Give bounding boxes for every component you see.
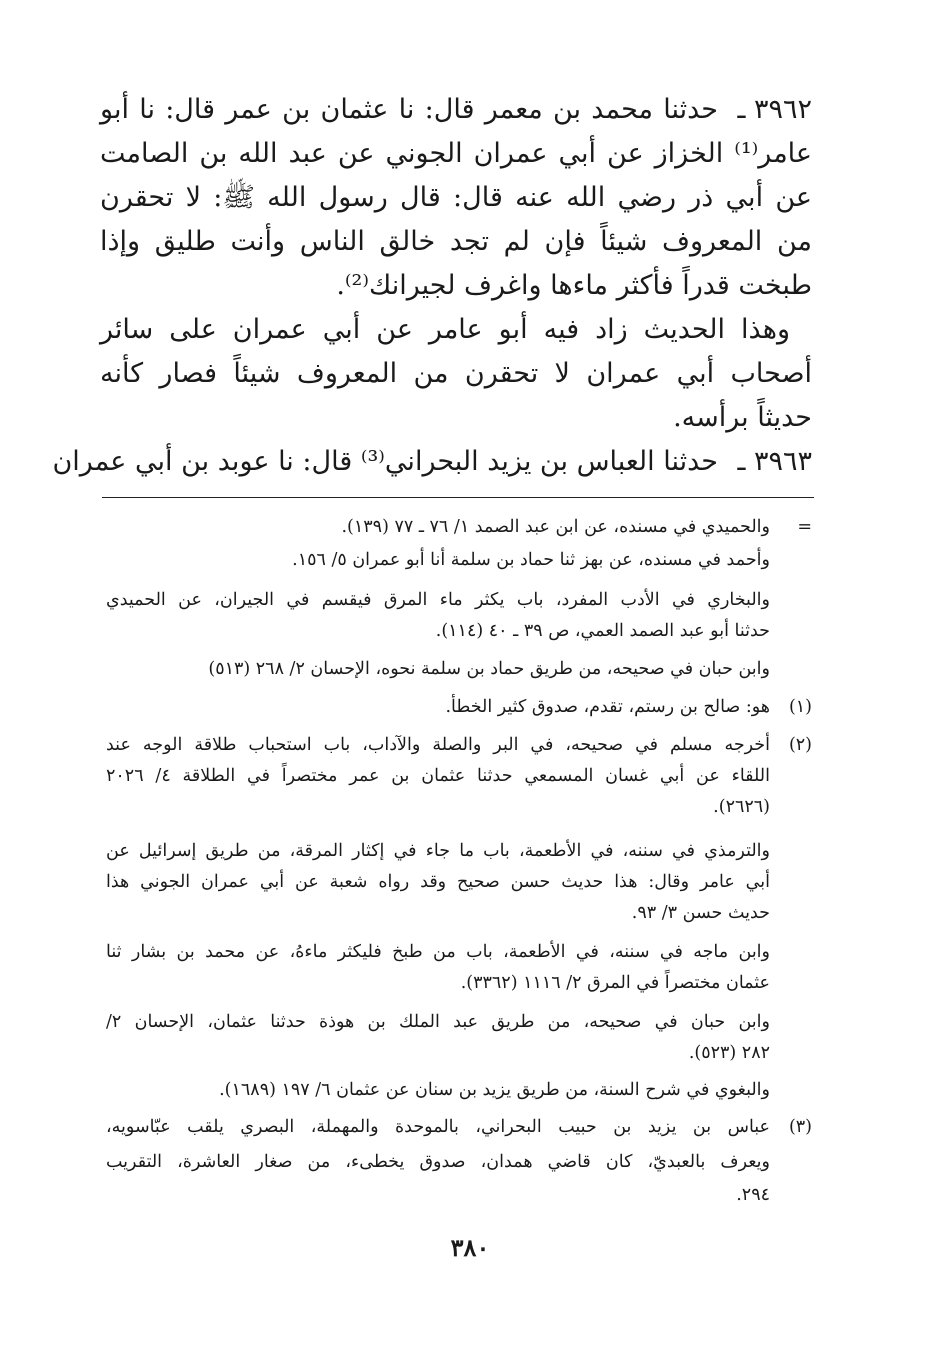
footnote-line: أبي عامر وقال: هذا حديث حسن صحيح وقد رواه شعبة عن أبي عمران الجوني هذا — [106, 872, 770, 892]
footnote-line: والحميدي في مسنده، عن ابن عبد الصمد ١/ ٧٦ ـ ٧٧ (١٣٩). — [341, 517, 770, 537]
hadith-text-line: من المعروف شيئاً فإن لم تجد خالق الناس وأنت طليق وإذا — [100, 226, 812, 257]
footnote-line: ٢٩٤. — [736, 1185, 770, 1205]
page-number: ٣٨٠ — [450, 1233, 490, 1262]
footnote-line: ويعرف بالعبديّ، كان قاضي همدان، صدوق يخطىء، من صغار العاشرة، التقريب — [106, 1152, 770, 1172]
footnote-line: أخرجه مسلم في صحيحه، في البر والصلة والآداب، باب استحباب طلاقة الوجه عند — [106, 735, 770, 755]
footnote-mark: (٣) — [788, 1117, 812, 1137]
footnote-line: عثمان مختصراً في المرق ٢/ ١١١٦ (٣٣٦٢). — [460, 973, 770, 993]
footnote-line: حدثنا أبو عبد الصمد العمي، ص ٣٩ ـ ٤٠ (١١٤). — [435, 621, 770, 641]
hadith-number: ٣٩٦٢ ـ — [737, 94, 812, 125]
footnote-line: وأحمد في مسنده، عن بهز ثنا حماد بن سلمة أنا أبو عمران ٥/ ١٥٦. — [292, 550, 770, 570]
commentary-line: وهذا الحديث زاد فيه أبو عامر عن أبي عمران على سائر — [100, 314, 790, 345]
footnote-line: اللقاء عن أبي غسان المسمعي حدثنا عثمان بن عمر مختصراً في الطلاقة ٤/ ٢٠٢٦ — [106, 766, 770, 786]
footnote-line: وابن حبان في صحيحه، من طريق حماد بن سلمة نحوه، الإحسان ٢/ ٢٦٨ (٥١٣) — [208, 659, 770, 679]
footnote-continuation-mark: = — [797, 517, 812, 537]
footnote-line: ٢٨٢ (٥٢٣). — [688, 1043, 770, 1063]
footnote-line: عباس بن يزيد بن حبيب البحراني، بالموحدة والمهملة، البصري يلقب عبّاسويه، — [106, 1117, 770, 1137]
footnote-line: (٢٦٢٦). — [713, 797, 770, 817]
footnote-line: والبغوي في شرح السنة، من طريق يزيد بن سنان عن عثمان ٦/ ١٩٧ (١٦٨٩). — [219, 1080, 770, 1100]
hadith-number: ٣٩٦٣ ـ — [737, 446, 812, 477]
footnote-line: والترمذي في سننه، في الأطعمة، باب ما جاء في إكثار المرقة، من طريق إسرائيل عن — [106, 841, 770, 861]
footnote-line: حديث حسن ٣/ ٩٣. — [631, 903, 770, 923]
footnote-mark: (١) — [788, 697, 812, 717]
hadith-text-line: عن أبي ذر رضي الله عنه قال: قال رسول الله ﷺ: لا تحقرن — [100, 182, 812, 213]
hadith-text-line: حدثنا محمد بن معمر قال: نا عثمان بن عمر قال: نا أبو — [100, 94, 718, 125]
footnote-line: والبخاري في الأدب المفرد، باب يكثر ماء المرق فيقسم في الجيران، عن الحميدي — [106, 590, 770, 610]
commentary-line: أصحاب أبي عمران لا تحقرن من المعروف شيئاً فصار كأنه — [100, 358, 812, 389]
footnote-mark: (٢) — [788, 735, 812, 755]
commentary-line: حديثاً برأسه. — [673, 402, 812, 433]
footnote-separator — [102, 497, 814, 498]
hadith-text-line: حدثنا العباس بن يزيد البحراني⁽³⁾ قال: نا عوبد بن أبي عمران — [52, 446, 718, 477]
footnote-line: وابن ماجه في سننه، في الأطعمة، باب من طبخ فليكثر ماءهُ، عن محمد بن بشار ثنا — [106, 942, 770, 962]
footnote-line: هو: صالح بن رستم، تقدم، صدوق كثير الخطأ. — [445, 697, 770, 717]
hadith-text-line: طبخت قدراً فأكثر ماءها واغرف لجيرانك⁽²⁾. — [336, 270, 812, 301]
footnote-line: وابن حبان في صحيحه، من طريق عبد الملك بن هوذة حدثنا عثمان، الإحسان ٢/ — [106, 1012, 770, 1032]
hadith-text-line: عامر⁽¹⁾ الخزاز عن أبي عمران الجوني عن عبد الله بن الصامت — [100, 138, 812, 169]
